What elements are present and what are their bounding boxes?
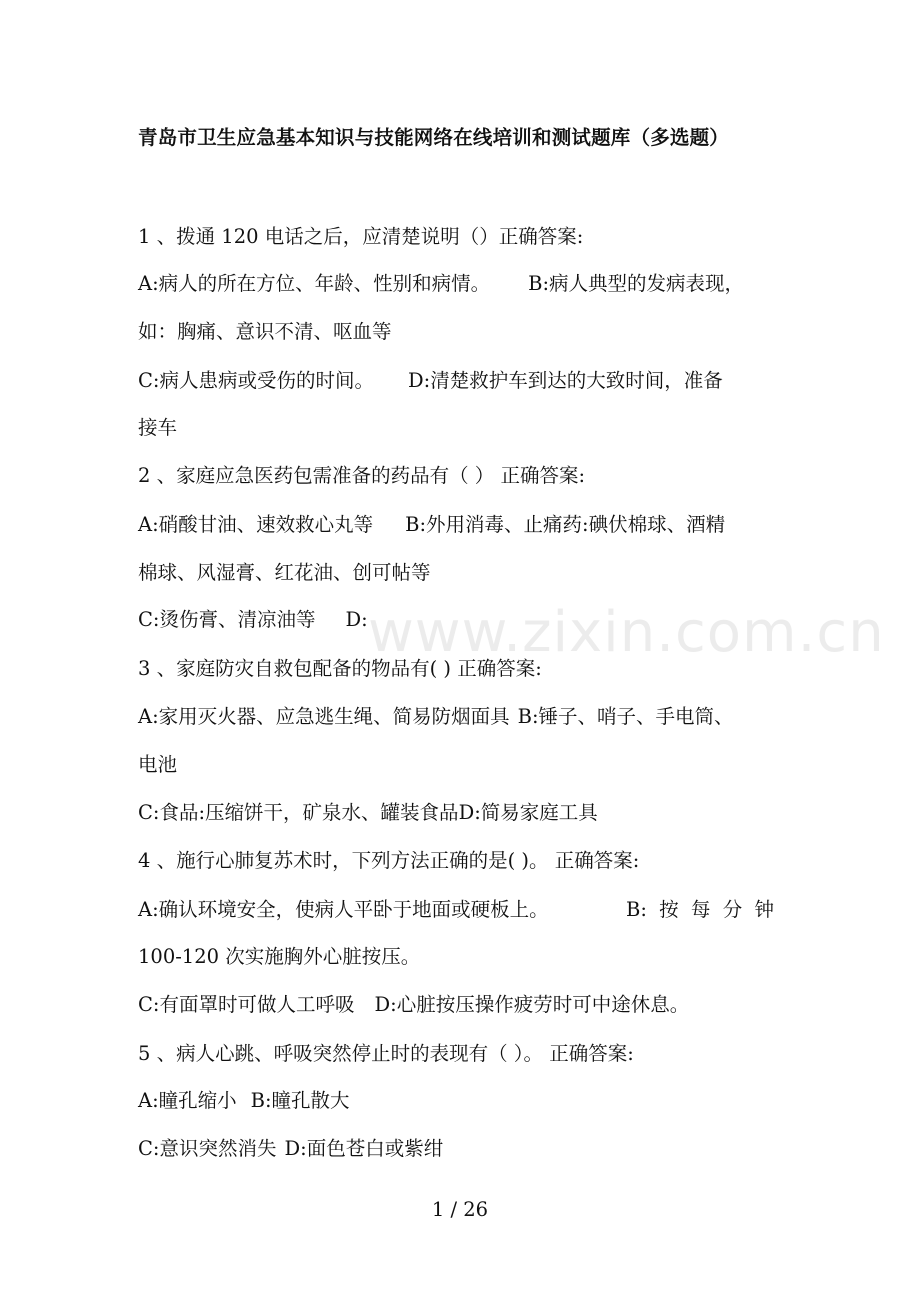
question-1-option-b: B:病人典型的发病表现， [528, 272, 745, 295]
question-3-option-b-continued: 电池 [138, 753, 178, 776]
page-number: 1 / 26 [431, 1198, 489, 1221]
question-1-option-a: A:病人的所在方位、年龄、性别和病情。 [138, 272, 491, 295]
question-2-option-d: D: [345, 608, 368, 631]
question-5-option-c: C:意识突然消失 [138, 1137, 277, 1160]
question-4-options-ab [138, 895, 783, 925]
question-1-options-cd [138, 366, 783, 396]
question-3-options-cd [138, 798, 783, 828]
question-4-option-b-word: B: [626, 898, 647, 921]
question-5-option-b: B:瞳孔散大 [250, 1089, 350, 1112]
question-4-option-a: A:确认环境安全，使病人平卧于地面或硬板上。 [138, 898, 549, 921]
question-1-option-d: D:清楚救护车到达的大致时间，准备 [408, 369, 723, 392]
question-4-option-b-continued: 100-120 次实施胸外心脏按压。 [138, 945, 421, 968]
question-2-option-b: B:外用消毒、止痛药:碘伏棉球、酒精 [405, 513, 726, 536]
question-4-options-cd [138, 990, 783, 1020]
question-2-option-a: A:硝酸甘油、速效救心丸等 [138, 513, 374, 536]
question-5-option-d: D:面色苍白或紫绀 [284, 1137, 444, 1160]
question-2-options-ab [138, 510, 783, 540]
question-4-option-c: C:有面罩时可做人工呼吸 [138, 993, 355, 1016]
question-4-option-b-word: 每 [690, 898, 711, 921]
question-4-option-b-word: 分 [722, 898, 743, 921]
question-2-stem: 2 、家庭应急医药包需准备的药品有（ ） 正确答案: [138, 464, 586, 487]
question-1-options-ab [138, 269, 783, 299]
question-5-options-cd [138, 1134, 783, 1164]
question-5-option-a: A:瞳孔缩小 [138, 1089, 237, 1112]
question-1-option-c: C:病人患病或受伤的时间。 [138, 369, 374, 392]
question-3-option-b: B:锤子、哨子、手电筒、 [517, 705, 734, 728]
question-2-option-b-continued: 棉球、风湿膏、红花油、创可帖等 [138, 561, 431, 584]
question-5-options-ab [138, 1086, 783, 1116]
question-3-options-ab [138, 702, 783, 732]
question-4-option-d: D:心脏按压操作疲劳时可中途休息。 [374, 993, 690, 1016]
document-title: 青岛市卫生应急基本知识与技能网络在线培训和测试题库（多选题） [138, 126, 730, 149]
question-4-option-b [626, 895, 774, 925]
question-1-option-b-continued: 如：胸痛、意识不清、呕血等 [138, 320, 392, 343]
question-1-stem: 1 、拨通 120 电话之后，应清楚说明（）正确答案: [138, 225, 584, 248]
question-2-option-c: C:烫伤膏、清凉油等 [138, 608, 316, 631]
question-3-option-d: D:简易家庭工具 [458, 801, 598, 824]
question-4-stem: 4 、施行心肺复苏术时，下列方法正确的是( )。 正确答案: [138, 849, 640, 872]
question-3-option-a: A:家用灭火器、应急逃生绳、简易防烟面具 [138, 705, 510, 728]
question-1-option-d-continued: 接车 [138, 416, 178, 439]
question-3-option-c: C:食品:压缩饼干，矿泉水、罐装食品 [138, 801, 459, 824]
question-4-option-b-word: 钟 [754, 898, 774, 921]
question-5-stem: 5 、病人心跳、呼吸突然停止时的表现有（ ）。 正确答案: [138, 1042, 634, 1065]
question-4-option-b-word: 按 [659, 898, 679, 921]
question-3-stem: 3 、家庭防灾自救包配备的物品有( ) 正确答案: [138, 657, 542, 680]
watermark: www.zixin.com.cn [368, 600, 885, 665]
